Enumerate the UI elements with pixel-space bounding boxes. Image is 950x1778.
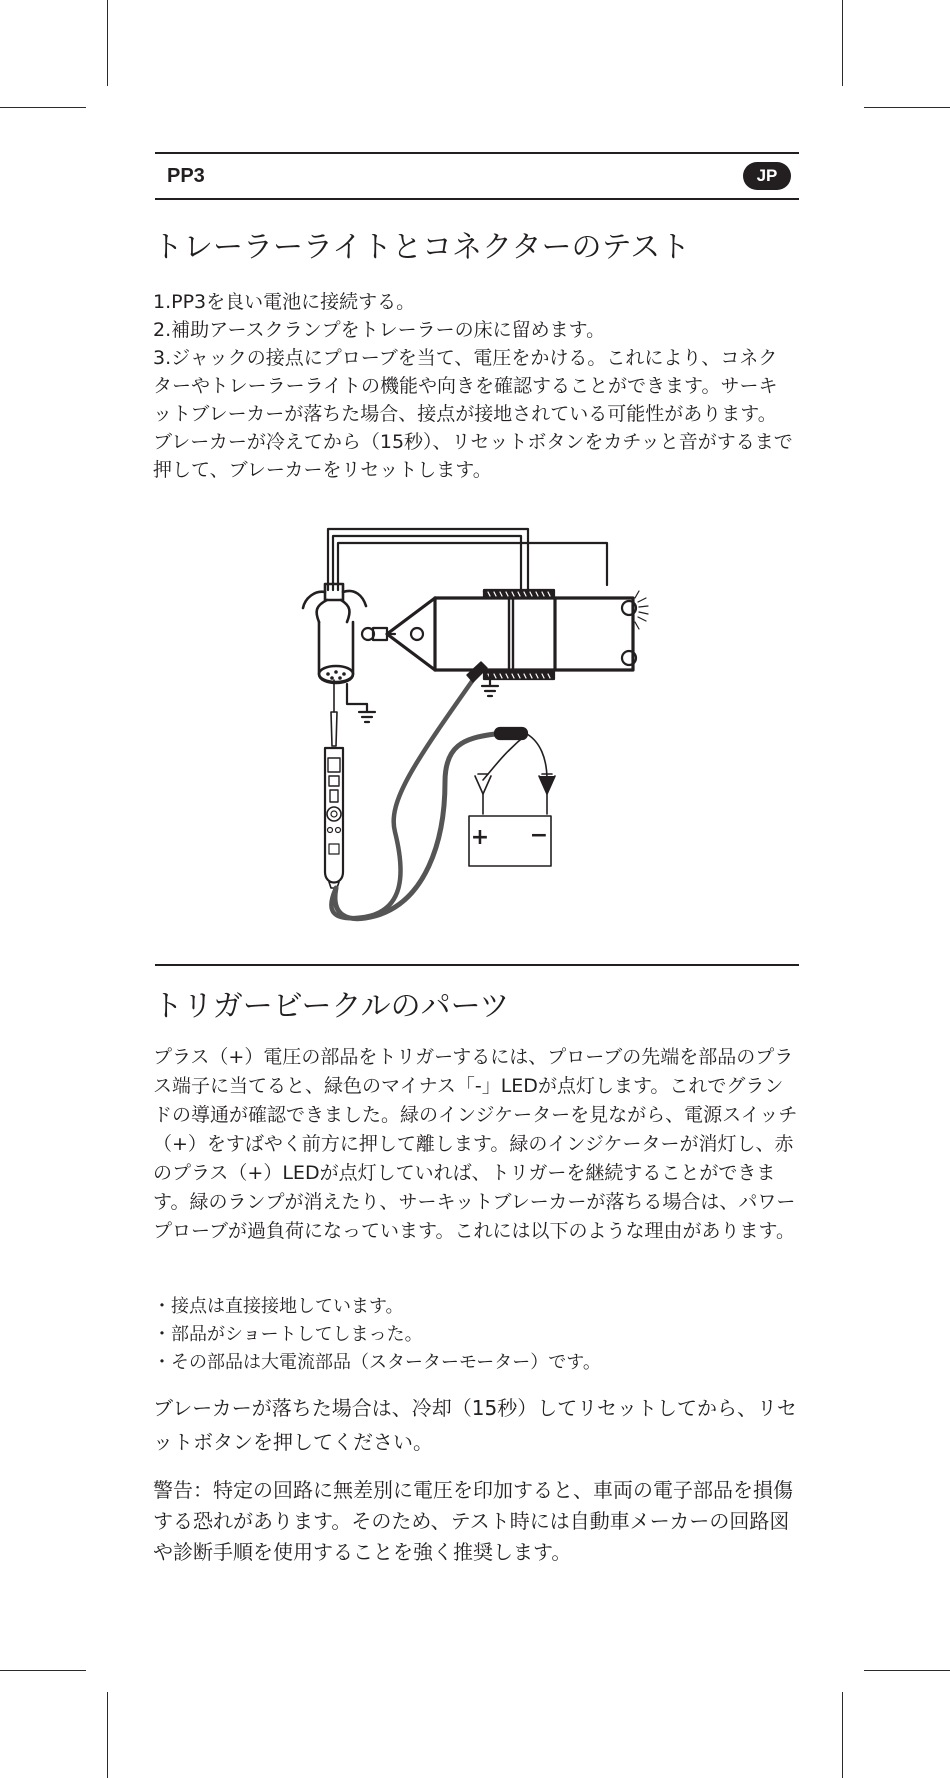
tire-tread-icon bbox=[488, 592, 550, 678]
model-label: PP3 bbox=[167, 165, 205, 187]
positive-lead bbox=[483, 734, 527, 780]
page-header bbox=[155, 152, 799, 200]
connector-ground-icon bbox=[347, 684, 375, 722]
trigger-instructions: プラス（+）電圧の部品をトリガーするには、プローブの先端を部品のプラス端子に当てると、緑色のマイナス「-」LEDが点灯します。これでグランドの導通が確認できました。緑のインジケーターを見ながら、電源スイッチ（+）をすばやく前方に押して離します。緑のインジケーターが消灯し、赤のプラス（+）LEDが点灯していれば、トリガーを継続することができます。緑のランプが消えたり、サーキットブレーカーが落ちる場合は、パワープローブが過負荷になっています。これには以下のような理由があります。 bbox=[153, 1046, 798, 1242]
step-2: 2.補助アースクランプをトレーラーの床に留めます。 bbox=[153, 319, 606, 341]
crop-mark-bottom-right bbox=[864, 1670, 950, 1671]
steps-list bbox=[153, 288, 793, 484]
wire-2 bbox=[333, 536, 521, 592]
trailer-frame-icon bbox=[362, 590, 636, 679]
step-3: 3.ジャックの接点にプローブを当て、電圧をかける。これにより、コネクターやトレーラーライトの機能や向きを確認することができます。サーキットブレーカーが落ちた場合、接点が接地されている可能性があります。ブレーカーが冷えてから（15秒）、リセットボタンをカチッと音がするまで押して、ブレーカーをリセットします。 bbox=[153, 347, 793, 481]
power-probe-icon bbox=[325, 680, 343, 888]
list-item: ・その部品は大電流部品（スターターモーター）です。 bbox=[153, 1352, 601, 1373]
language-badge: JP bbox=[743, 162, 791, 190]
overload-reasons-list bbox=[153, 1293, 793, 1377]
crop-mark-top-left bbox=[0, 107, 86, 108]
wire-1 bbox=[328, 529, 528, 592]
battery-positive-symbol: + bbox=[470, 825, 490, 850]
warning-note: 警告：特定の回路に無差別に電圧を印加すると、車両の電子部品を損傷する恐れがあります。そのため、テスト時には自動車メーカーの回路図や診断手順を使用することを強く推奨します。 bbox=[153, 1478, 793, 1564]
crop-mark-bottom-left bbox=[107, 1692, 108, 1778]
ground-lead bbox=[331, 677, 475, 918]
crop-mark-top-left bbox=[107, 0, 108, 86]
breaker-reset-note: ブレーカーが落ちた場合は、冷却（15秒）してリセットしてから、リセットボタンを押してください。 bbox=[153, 1396, 797, 1454]
crop-mark-top-right bbox=[842, 0, 843, 86]
section-title-trailer-test: トレーラーライトとコネクターのテスト bbox=[153, 230, 691, 265]
list-item: ・部品がショートしてしまった。 bbox=[153, 1324, 423, 1345]
section-title-trigger-parts: トリガービークルのパーツ bbox=[153, 989, 510, 1024]
crop-mark-bottom-right bbox=[842, 1692, 843, 1778]
crop-mark-top-right bbox=[864, 107, 950, 108]
step-1: 1.PP3を良い電池に接続する。 bbox=[153, 291, 416, 313]
section-divider bbox=[155, 964, 799, 966]
wire-3 bbox=[338, 543, 607, 590]
negative-clip-icon bbox=[539, 774, 555, 814]
negative-lead bbox=[527, 734, 547, 780]
connector-plug-icon bbox=[303, 584, 366, 683]
list-item: ・接点は直接接地しています。 bbox=[153, 1296, 404, 1317]
trailer-wiring-diagram bbox=[295, 512, 680, 932]
connector-pins-icon bbox=[326, 670, 346, 680]
battery-negative-symbol: − bbox=[529, 823, 549, 848]
tail-light-glow-icon bbox=[635, 591, 648, 629]
crop-mark-bottom-left bbox=[0, 1670, 86, 1671]
